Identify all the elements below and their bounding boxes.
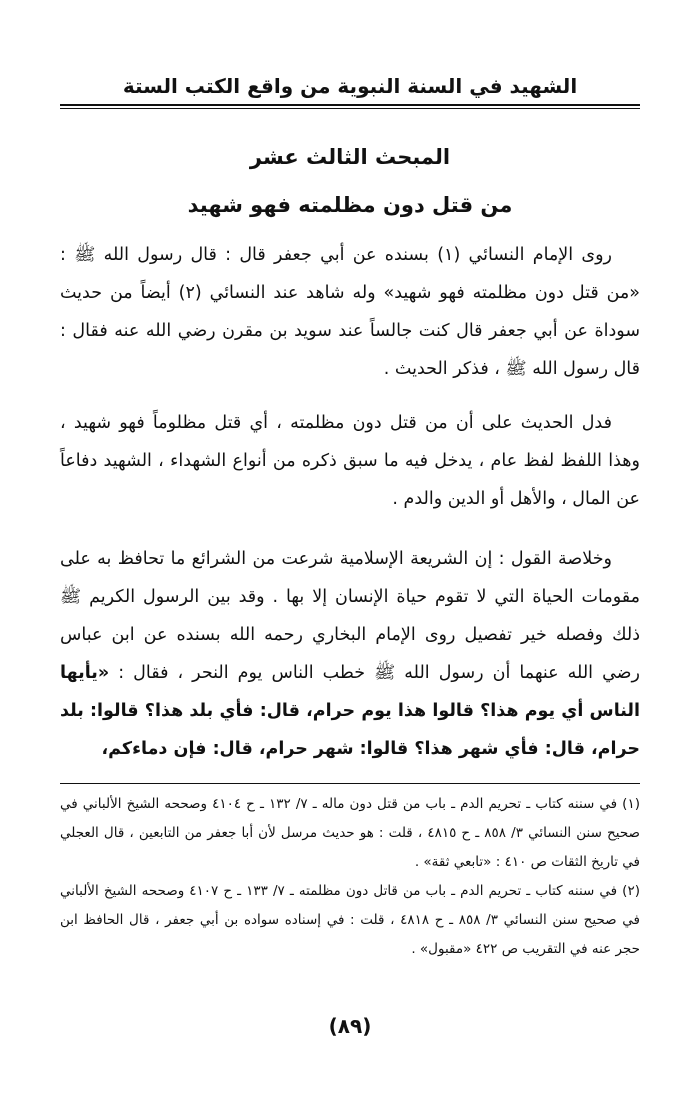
paragraph-3	[60, 540, 640, 768]
footnotes	[60, 790, 640, 964]
paragraph-3-quote: «يأيها الناس أي يوم هذا؟ قالوا هذا يوم حرام، قال: فأي بلد هذا؟ قالوا: بلد حرام، قال: فأي شهر هذا؟ قالوا: شهر حرام، قال: فإن دماءكم،	[60, 663, 640, 759]
header-rule-thin	[60, 108, 640, 109]
page-number: (٨٩)	[328, 1014, 372, 1038]
footnote-1: (١) في سننه كتاب ـ تحريم الدم ـ باب من قتل دون ماله ـ ٧/ ١٣٢ ـ ح ٤١٠٤ وصححه الشيخ الألباني في صحيح سنن النسائي ٣/ ٨٥٨ ـ ح ٤٨١٥ ، قلت : هو حديث مرسل لأن أبا جعفر من التابعين ، قال العجلي في تاريخ الثقات ص ٤١٠ : «تابعي ثقة» .	[60, 796, 641, 870]
section-subheading: من قتل دون مظلمته فهو شهيد	[187, 193, 513, 217]
footnote-2: (٢) في سننه كتاب ـ تحريم الدم ـ باب من قاتل دون مظلمته ـ ٧/ ١٣٣ ـ ح ٤١٠٧ وصححه الشيخ الألباني في صحيح سنن النسائي ٣/ ٨٥٨ ـ ح ٤٨١٨ ، قلت : في إسناده سواده بن أبي جعفر ، قال الحافظ ابن حجر عنه في التقريب ص ٤٢٢ «مقبول» .	[60, 883, 640, 957]
running-header-title: الشهيد في السنة النبوية من واقع الكتب الستة	[122, 74, 578, 98]
header-rule	[60, 104, 640, 106]
paragraph-1: روى الإمام النسائي (١) بسنده عن أبي جعفر قال : قال رسول الله ﷺ : «من قتل دون مظلمته فهو شهيد» وله شاهد عند النسائي (٢) أيضاً من حديث سوداة عن أبي جعفر قال كنت جالساً عند سويد بن مقرن رضي الله عنه فقال : قال رسول الله ﷺ ، فذكر الحديث .	[60, 245, 641, 379]
paragraph-3-intro: وخلاصة القول : إن الشريعة الإسلامية شرعت من الشرائع ما تحافظ به على مقومات الحياة التي لا تقوم حياة الإنسان إلا بها . وقد بين الرسول الكريم ﷺ ذلك وفصله خير تفصيل روى الإمام البخاري رحمه الله بسنده عن ابن عباس رضي الله عنهما أن رسول الله ﷺ خطب الناس يوم النحر ، فقال :	[60, 549, 640, 683]
paragraph-2: فدل الحديث على أن من قتل دون مظلمته ، أي قتل مظلوماً فهو شهيد ، وهذا اللفظ لفظ عام ، يدخل فيه ما سبق ذكره من أنواع الشهداء ، الشهيد دفاعاً عن المال ، والأهل أو الدين والدم .	[60, 413, 640, 509]
section-heading: المبحث الثالث عشر	[249, 145, 451, 169]
footnote-divider	[60, 783, 640, 784]
